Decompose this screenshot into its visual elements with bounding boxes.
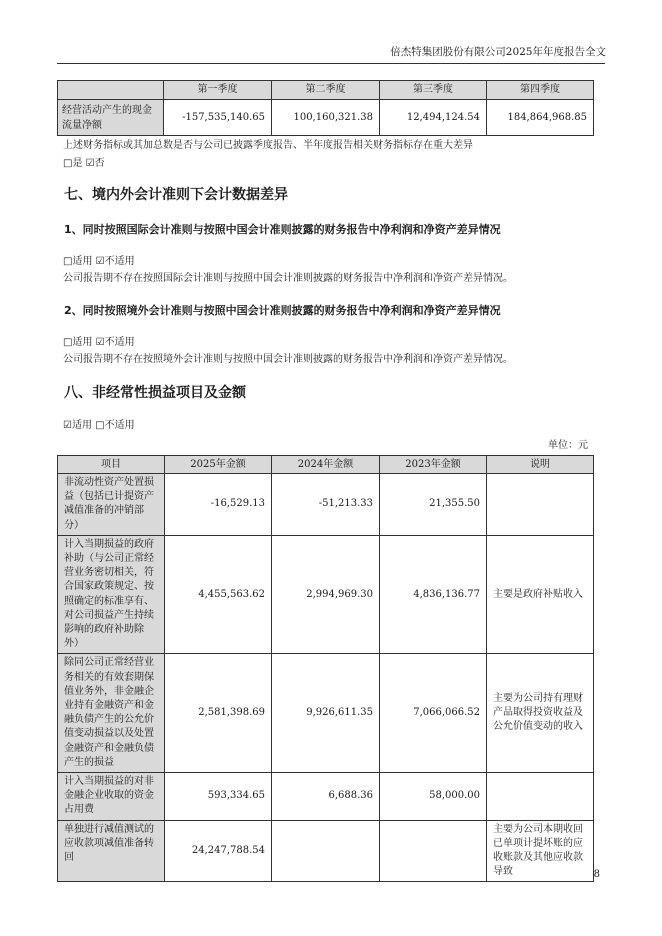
header-cell: 2025年金额	[165, 456, 272, 474]
header-cell: 第四季度	[487, 81, 594, 100]
value-cell	[272, 820, 380, 882]
section-7-2-text: 公司报告期不存在按照境外会计准则与按照中国会计准则披露的财务报告中净利润和净资产差异情况。	[63, 354, 513, 365]
value-cell: 2,994,969.30	[272, 535, 380, 654]
item-cell: 非流动性资产处置损益（包括已计提资产减值准备的冲销部分）	[58, 474, 165, 536]
value-cell: 4,455,563.62	[165, 535, 272, 654]
item-cell: 计入当期损益的对非金融企业收取的资金占用费	[58, 773, 165, 821]
value-cell: 7,066,066.52	[380, 654, 487, 773]
header-cell: 第三季度	[380, 81, 487, 100]
note-cell	[487, 474, 594, 536]
header-rule	[57, 63, 605, 64]
section-7-2-choice: □适用 ☑不适用	[63, 337, 135, 348]
table-header-row	[58, 81, 594, 100]
table-row	[58, 654, 594, 773]
value-cell: 100,160,321.38	[272, 100, 380, 136]
header-cell	[58, 81, 164, 100]
value-cell: -51,213.33	[272, 474, 380, 536]
value-cell: -157,535,140.65	[164, 100, 272, 136]
value-cell: -16,529.13	[165, 474, 272, 536]
value-cell: 9,926,611.35	[272, 654, 380, 773]
value-cell	[380, 820, 487, 882]
value-cell: 24,247,788.54	[165, 820, 272, 882]
note-cell: 主要为公司持有理财产品取得投资收益及公允价值变动的收入	[487, 654, 594, 773]
value-cell: 58,000.00	[380, 773, 487, 821]
table-row	[58, 820, 594, 882]
table-header-row	[58, 456, 594, 474]
note-cell: 主要为公司本期收回已单项计提坏账的应收账款及其他应收款导致	[487, 820, 594, 882]
note-cell: 主要是政府补贴收入	[487, 535, 594, 654]
item-cell: 计入当期损益的政府补助（与公司正常经营业务密切相关，符合国家政策规定、按照确定的标准享有、对公司损益产生持续影响的政府补助除外）	[58, 535, 165, 654]
table-row	[58, 474, 594, 536]
value-cell: 6,688.36	[272, 773, 380, 821]
nonrecurring-items-table	[57, 455, 594, 882]
discrepancy-note: 上述财务指标或其加总数是否与公司已披露季度报告、半年度报告相关财务指标存在重大差异	[63, 140, 473, 151]
header-cell: 第一季度	[164, 81, 272, 100]
header-cell: 2024年金额	[272, 456, 380, 474]
section-8-title: 八、非经常性损益项目及金额	[64, 385, 246, 401]
section-7-title: 七、境内外会计准则下会计数据差异	[64, 187, 288, 203]
header-cell: 说明	[487, 456, 594, 474]
value-cell: 2,581,398.69	[165, 654, 272, 773]
section-8-choice: ☑适用 □不适用	[63, 420, 135, 431]
item-cell: 单独进行减值测试的应收款项减值准备转回	[58, 820, 165, 882]
item-cell: 除同公司正常经营业务相关的有效套期保值业务外，非金融企业持有金融资产和金融负债产生的公允价值变动损益以及处置金融资产和金融负债产生的损益	[58, 654, 165, 773]
row-label: 经营活动产生的现金流量净额	[58, 100, 164, 136]
section-7-2-title: 2、同时按照境外会计准则与按照中国会计准则披露的财务报告中净利润和净资产差异情况	[64, 304, 501, 317]
value-cell: 184,864,968.85	[487, 100, 594, 136]
section-7-1-choice: □适用 ☑不适用	[63, 256, 135, 267]
value-cell: 12,494,124.54	[380, 100, 487, 136]
header-cell: 2023年金额	[380, 456, 487, 474]
note-cell	[487, 773, 594, 821]
section-7-1-title: 1、同时按照国际会计准则与按照中国会计准则披露的财务报告中净利润和净资产差异情况	[64, 223, 501, 236]
discrepancy-choice: □是 ☑否	[63, 158, 105, 169]
unit-label: 单位：元	[548, 440, 588, 451]
header-cell: 项目	[58, 456, 165, 474]
value-cell: 4,836,136.77	[380, 535, 487, 654]
value-cell: 593,334.65	[165, 773, 272, 821]
header-cell: 第二季度	[272, 81, 380, 100]
running-header: 倍杰特集团股份有限公司2025年年度报告全文	[390, 46, 606, 58]
table-row	[58, 773, 594, 821]
table-row	[58, 100, 594, 136]
value-cell: 21,355.50	[380, 474, 487, 536]
quarterly-cashflow-table	[57, 80, 594, 136]
section-7-1-text: 公司报告期不存在按照国际会计准则与按照中国会计准则披露的财务报告中净利润和净资产差异情况。	[63, 273, 513, 284]
page-number: 8	[593, 869, 600, 880]
table-row	[58, 535, 594, 654]
